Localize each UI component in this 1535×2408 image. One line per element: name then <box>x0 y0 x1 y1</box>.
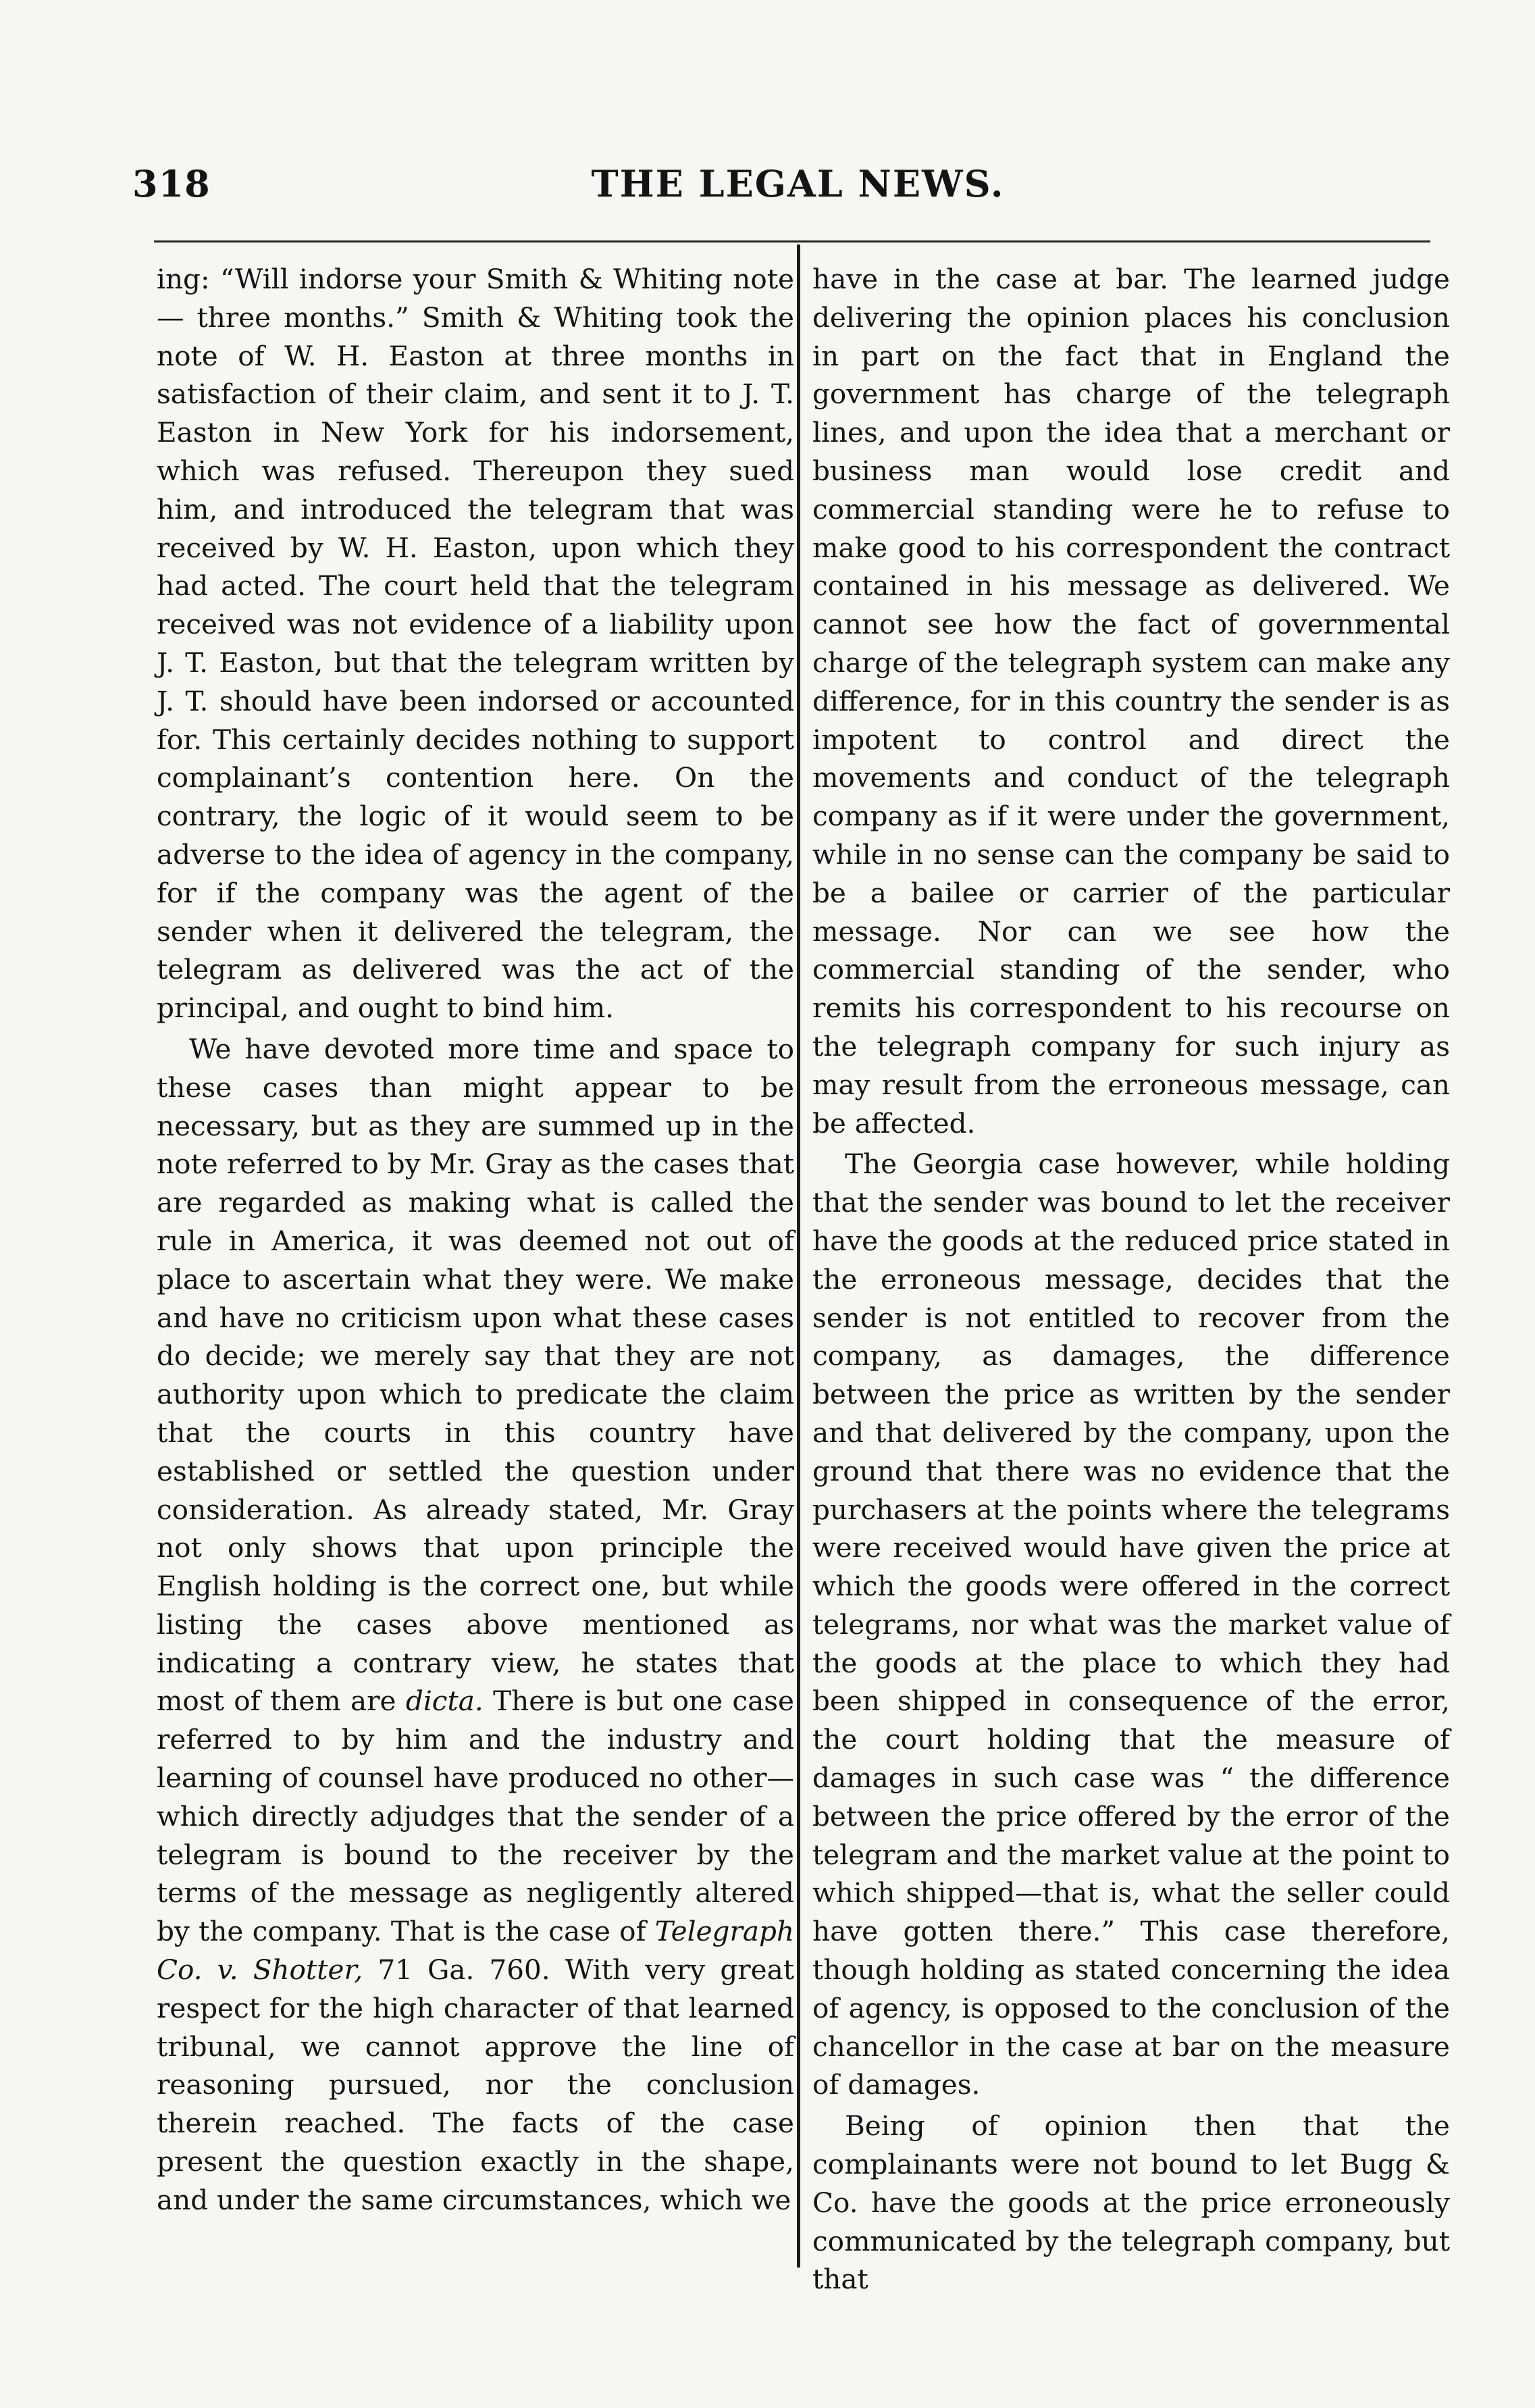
page-number: 318 <box>132 162 211 205</box>
running-title: THE LEGAL NEWS. <box>591 162 1005 205</box>
left-paragraph-2 <box>157 1030 794 2220</box>
right-column <box>812 260 1450 2299</box>
right-paragraph-2: The Georgia case however, while holding that the sender was bound to let the receiver have the goods at the reduced price stated in the erroneous message, decides that the sender is not entitled to recover from the company, as damages, the difference between the price as written by the sender and that delivered by the company, upon the ground that there was no evidence that the purchasers at the points where the telegrams were received would have given the price at which the goods were offered in the correct telegrams, nor what was the market value of the goods at the place to which they had been shipped in consequence of the error, the court holding that the measure of damages in such case was “ the difference between the price offered by the error of the telegram and the market value at the point to which shipped—that is, what the seller could have gotten there.” This case therefore, though holding as stated concerning the idea of agency, is opposed to the conclusion of the chancellor in the case at bar on the measure of damages. <box>812 1148 1450 2101</box>
header-rule <box>154 240 1430 242</box>
left-paragraph-2-part-c: 71 Ga. 760. With very great respect for the high character of that learned tribunal, we cannot approve the line of reasoning pursued, nor the conclusion therein reached. The facts of the case present the question exactly in the shape, and under the same circumstances, which we <box>157 1953 794 2216</box>
right-paragraph-1: have in the case at bar. The learned judge delivering the opinion places his conclusion in part on the fact that in England the government has charge of the telegraph lines, and upon the idea that a merchant or business man would lose credit and commercial standing were he to refuse to make good to his correspondent the contract contained in his message as delivered. We cannot see how the fact of governmental charge of the telegraph system can make any difference, for in this country the sender is as impotent to control and direct the movements and conduct of the telegraph company as if it were under the government, while in no sense can the company be said to be a bailee or carrier of the particular message. Nor can we see how the commercial standing of the sender, who remits his correspondent to his recourse on the telegraph company for such injury as may result from the erroneous message, can be affected. <box>812 263 1450 1139</box>
left-paragraph-2-part-a: We have devoted more time and space to these cases than might appear to be necessary, but as they are summed up in the note referred to by Mr. Gray as the cases that are regarded as making what is called the rule in America, it was deemed not out of place to ascertain what they were. We make and have no criticism upon what these cases do decide; we merely say that they are not authority upon which to predicate the claim that the courts in this country have established or settled the question under consideration. As already stated, Mr. Gray not only shows that upon principle the English holding is the correct one, but while listing the cases above mentioned as indicating a contrary view, he states that most of them are <box>157 1032 794 1718</box>
left-column <box>157 260 794 2220</box>
dicta-term: dicta. <box>405 1685 484 1718</box>
case-citation: Telegraph Co. v. Shotter, <box>157 1915 794 1987</box>
left-paragraph-1: ing: “Will indorse your Smith & Whiting note — three months.” Smith & Whiting took the note of W. H. Easton at three months in satisfaction of their claim, and sent it to J. T. Easton in New York for his indorsement, which was refused. Thereupon they sued him, and introduced the telegram that was received by W. H. Easton, upon which they had acted. The court held that the telegram received was not evidence of a liability upon J. T. Easton, but that the telegram written by J. T. should have been indorsed or accounted for. This certainly decides nothing to support complainant’s contention here. On the contrary, the logic of it would seem to be adverse to the idea of agency in the company, for if the company was the agent of the sender when it delivered the telegram, the telegram as delivered was the act of the principal, and ought to bind him. <box>157 263 794 1025</box>
column-divider <box>797 245 800 2268</box>
left-paragraph-2-part-b: There is but one case referred to by him and the industry and learning of counsel have produced no other— which directly adjudges that the sender of a telegram is bound to the receiver by the terms of the message as negligently altered by the company. That is the case of <box>157 1685 794 1948</box>
right-paragraph-3: Being of opinion then that the complainants were not bound to let Bugg & Co. have the goods at the price erroneously communicated by the telegraph company, but that <box>812 2109 1450 2296</box>
